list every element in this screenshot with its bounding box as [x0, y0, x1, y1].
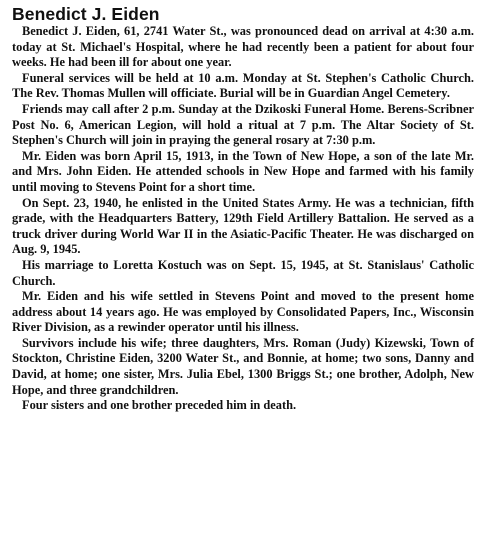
paragraph-military-service: On Sept. 23, 1940, he enlisted in the United States Army. He was a technician, fifth grade, with the Headquarters Battery, 129th Field Artillery Battalion. He served as a truck driver during World War II in the Asiatic-Pacific Theater. He was discharged on Aug. 9, 1945. [12, 195, 474, 257]
paragraph-death-notice: Benedict J. Eiden, 61, 2741 Water St., was pronounced dead on arrival at 4:30 a.m. today at St. Michael's Hospital, where he had recently been a patient for about four weeks. He had been ill for about one year. [12, 24, 474, 70]
paragraph-visitation: Friends may call after 2 p.m. Sunday at the Dzikoski Funeral Home. Berens-Scribner Post No. 6, American Legion, will hold a ritual at 7 p.m. The Altar Society of St. Stephen's Church will join in praying the general rosary at 7:30 p.m. [12, 101, 474, 148]
obituary-article [12, 4, 474, 414]
paragraph-funeral-services: Funeral services will be held at 10 a.m. Monday at St. Stephen's Catholic Church. The Rev. Thomas Mullen will officiate. Burial will be in Guardian Angel Cemetery. [12, 70, 474, 101]
paragraph-preceded-in-death: Four sisters and one brother preceded him in death. [22, 398, 297, 413]
paragraph-marriage: His marriage to Loretta Kostuch was on Sept. 15, 1945, at St. Stanislaus' Catholic Church. [12, 257, 474, 288]
paragraph-survivors: Survivors include his wife; three daughters, Mrs. Roman (Judy) Kizewski, Town of Stockton, Christine Eiden, 3200 Water St., and Bonnie, at home; two sons, Danny and David, at home; one sister, Mrs. Julia Ebel, 1300 Briggs St.; one brother, Adolph, New Hope, and three grandchildren. [12, 335, 474, 397]
obituary-headline: Benedict J. Eiden [12, 4, 160, 24]
paragraph-early-life: Mr. Eiden was born April 15, 1913, in the Town of New Hope, a son of the late Mr. and Mrs. John Eiden. He attended schools in New Hope and farmed with his family until moving to Stevens Point for a short time. [12, 148, 474, 194]
paragraph-career: Mr. Eiden and his wife settled in Stevens Point and moved to the present home address about 14 years ago. He was employed by Consolidated Papers, Inc., Wisconsin River Division, as a rewinder operator until his illness. [12, 289, 474, 335]
